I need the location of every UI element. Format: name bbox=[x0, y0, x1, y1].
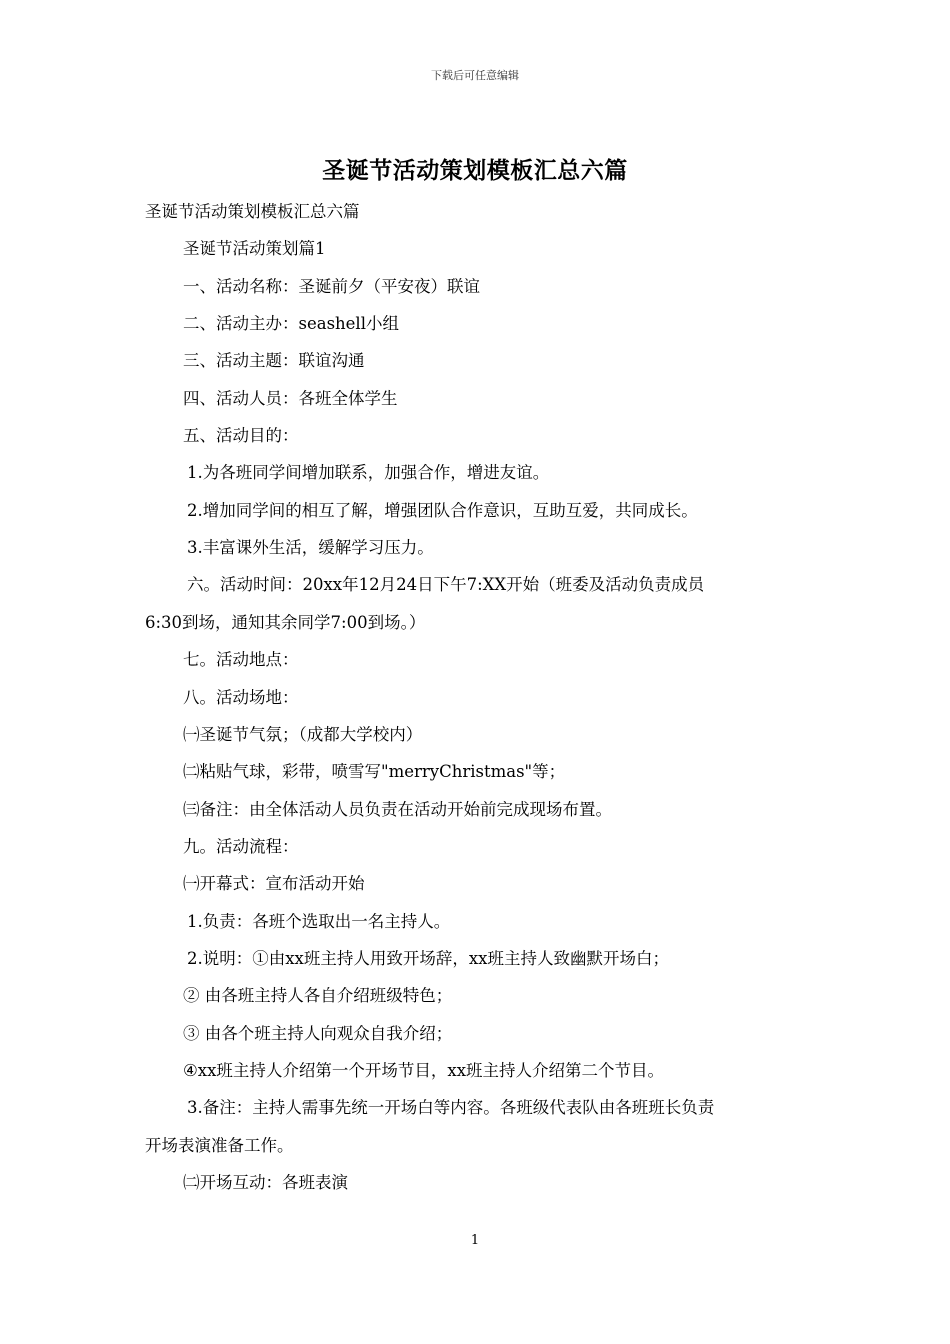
paragraph-line: 五、活动目的： bbox=[183, 426, 299, 445]
paragraph-line: 6:30到场，通知其余同学7:00到场。） bbox=[145, 613, 426, 632]
page-number: 1 bbox=[470, 1233, 480, 1248]
paragraph-line: ② 由各班主持人各自介绍班级特色； bbox=[183, 986, 453, 1005]
paragraph-line: 一、活动名称：圣诞前夕（平安夜）联谊 bbox=[183, 277, 480, 296]
paragraph-line: ㈡开场互动：各班表演 bbox=[183, 1173, 348, 1192]
paragraph-line: 二、活动主办：seashell小组 bbox=[183, 314, 399, 333]
document-title: 圣诞节活动策划模板汇总六篇 bbox=[322, 157, 628, 184]
paragraph-line: ③ 由各个班主持人向观众自我介绍； bbox=[183, 1024, 453, 1043]
paragraph-line: 七。活动地点： bbox=[183, 650, 299, 669]
paragraph-line: 1.负责：各班个选取出一名主持人。 bbox=[187, 912, 451, 931]
paragraph-line: 3.丰富课外生活，缓解学习压力。 bbox=[187, 538, 434, 557]
paragraph-line: ㈠开幕式：宣布活动开始 bbox=[183, 874, 365, 893]
paragraph-line: 八。活动场地： bbox=[183, 688, 299, 707]
paragraph-line: ㈡粘贴气球，彩带，喷雪写"merryChristmas"等； bbox=[183, 762, 566, 781]
paragraph-line: 1.为各班同学间增加联系，加强合作，增进友谊。 bbox=[187, 463, 550, 482]
paragraph-line: ④xx班主持人介绍第一个开场节目，xx班主持人介绍第二个节目。 bbox=[183, 1061, 665, 1080]
header-note: 下载后可任意编辑 bbox=[431, 69, 519, 82]
paragraph-line: ㈠圣诞节气氛；（成都大学校内） bbox=[183, 725, 423, 744]
paragraph-line: 开场表演准备工作。 bbox=[145, 1136, 294, 1155]
paragraph-line: 2.增加同学间的相互了解，增强团队合作意识，互助互爱，共同成长。 bbox=[187, 501, 698, 520]
paragraph-line: 3.备注：主持人需事先统一开场白等内容。各班级代表队由各班班长负责 bbox=[187, 1098, 715, 1117]
paragraph-line: 2.说明：①由xx班主持人用致开场辞，xx班主持人致幽默开场白； bbox=[187, 949, 669, 968]
paragraph-line: ㈢备注：由全体活动人员负责在活动开始前完成现场布置。 bbox=[183, 800, 612, 819]
paragraph-line: 六。活动时间：20xx年12月24日下午7:XX开始（班委及活动负责成员 bbox=[187, 575, 705, 594]
paragraph-line: 九。活动流程： bbox=[183, 837, 299, 856]
section-heading: 圣诞节活动策划篇1 bbox=[183, 239, 326, 258]
subtitle-line: 圣诞节活动策划模板汇总六篇 bbox=[145, 202, 360, 221]
paragraph-line: 四、活动人员：各班全体学生 bbox=[183, 389, 398, 408]
paragraph-line: 三、活动主题：联谊沟通 bbox=[183, 351, 365, 370]
